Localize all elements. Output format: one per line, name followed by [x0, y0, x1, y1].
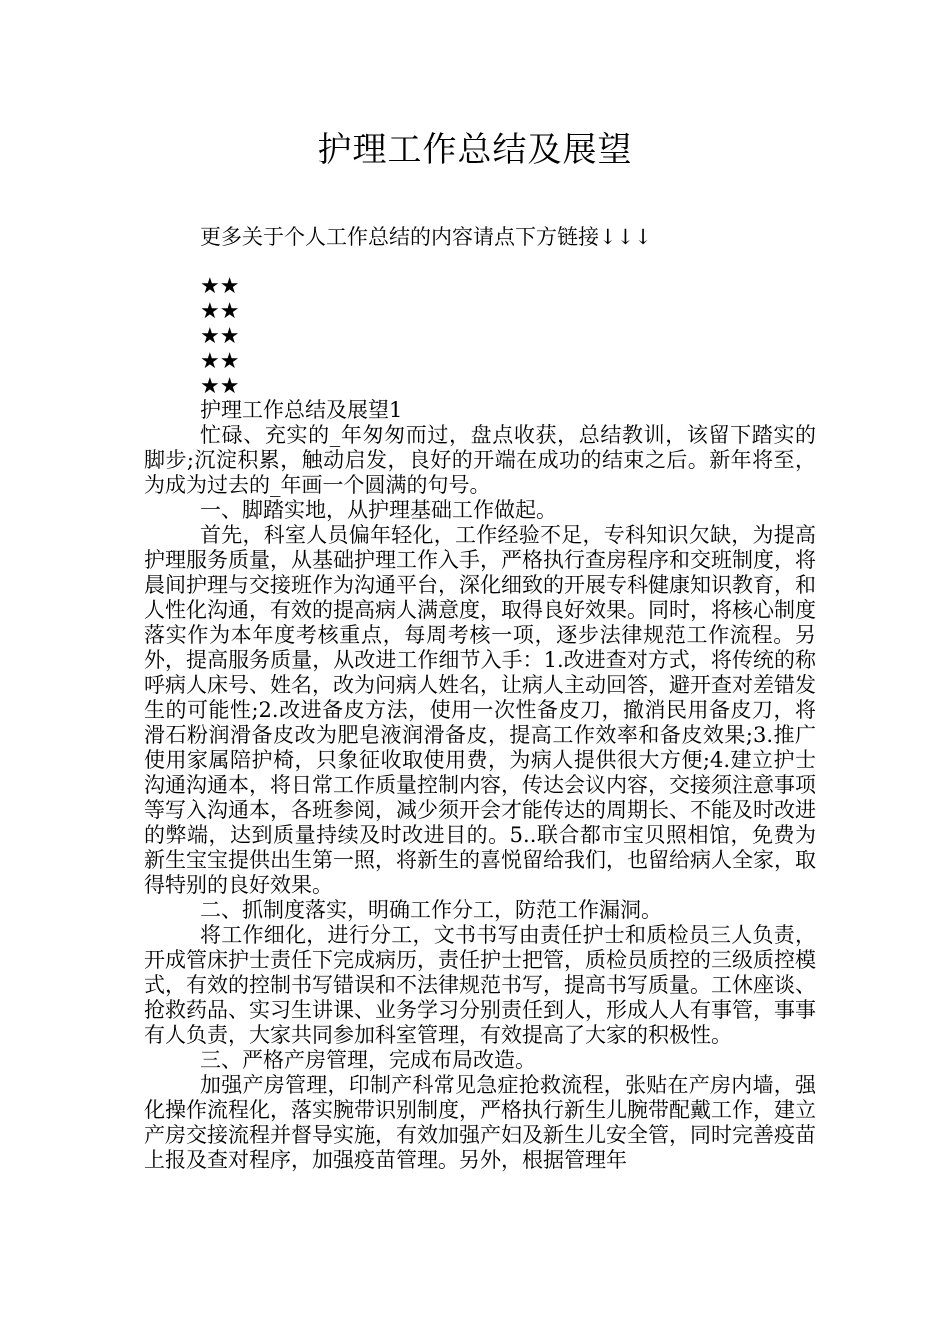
star-row: ★★: [200, 324, 240, 349]
document-title: 护理工作总结及展望: [317, 130, 633, 170]
section-heading: 二、抓制度落实，明确工作分工，防范工作漏洞。: [200, 898, 662, 922]
document-body: [144, 398, 816, 1173]
star-list: [200, 274, 239, 399]
section-heading: 一、脚踏实地，从护理基础工作做起。: [200, 498, 557, 522]
star-row: ★★: [200, 299, 240, 324]
star-row: ★★: [200, 374, 240, 399]
paragraph: 将工作细化，进行分工，文书书写由责任护士和质检员三人负责，开成管床护士责任下完成病历，责任护士把管，质检员质控的三级质控模式，有效的控制书写错误和不法律规范书写，提高书写质量。工休座谈、抢救药品、实习生讲课、业务学习分别责任到人，形成人人有事管，事事有人负责，大家共同参加科室管理，有效提高了大家的积极性。: [144, 923, 816, 1047]
paragraph: 加强产房管理，印制产科常见急症抢救流程，张贴在产房内墙，强化操作流程化，落实腕带识别制度，严格执行新生儿腕带配戴工作，建立产房交接流程并督导实施，有效加强产妇及新生儿安全管，同时完善疫苗上报及查对程序，加强疫苗管理。另外，根据管理年: [144, 1073, 816, 1172]
star-row: ★★: [200, 274, 240, 299]
section-heading: 三、严格产房管理，完成布局改造。: [200, 1048, 536, 1072]
section-heading: 护理工作总结及展望1: [200, 398, 403, 422]
paragraph: 首先，科室人员偏年轻化，工作经验不足，专科知识欠缺，为提高护理服务质量，从基础护理工作入手，严格执行查房程序和交班制度，将晨间护理与交接班作为沟通平台，深化细致的开展专科健康知识教育，和人性化沟通，有效的提高病人满意度，取得良好效果。同时，将核心制度落实作为本年度考核重点，每周考核一项，逐步法律规范工作流程。另外，提高服务质量，从改进工作细节入手：1.改进查对方式，将传统的称呼病人床号、姓名，改为问病人姓名，让病人主动回答，避开查对差错发生的可能性;2.改进备皮方法，使用一次性备皮刀，撤消民用备皮刀，将滑石粉润滑备皮改为肥皂液润滑备皮，提高工作效率和备皮效果;3.推广使用家属陪护椅，只象征收取使用费，为病人提供很大方便;4.建立护士沟通沟通本，将日常工作质量控制内容，传达会议内容，交接须注意事项等写入沟通本，各班参阅，减少须开会才能传达的周期长、不能及时改进的弊端，达到质量持续及时改进目的。5..联合都市宝贝照相馆，免费为新生宝宝提供出生第一照，将新生的喜悦留给我们，也留给病人全家，取得特别的良好效果。: [144, 523, 816, 897]
paragraph: 忙碌、充实的_年匆匆而过，盘点收获，总结教训，该留下踏实的脚步;沉淀积累，触动启发，良好的开端在成功的结束之后。新年将至，为成为过去的_年画一个圆满的句号。: [144, 423, 816, 497]
star-row: ★★: [200, 349, 240, 374]
link-note[interactable]: 更多关于个人工作总结的内容请点下方链接↓↓↓: [200, 225, 652, 249]
